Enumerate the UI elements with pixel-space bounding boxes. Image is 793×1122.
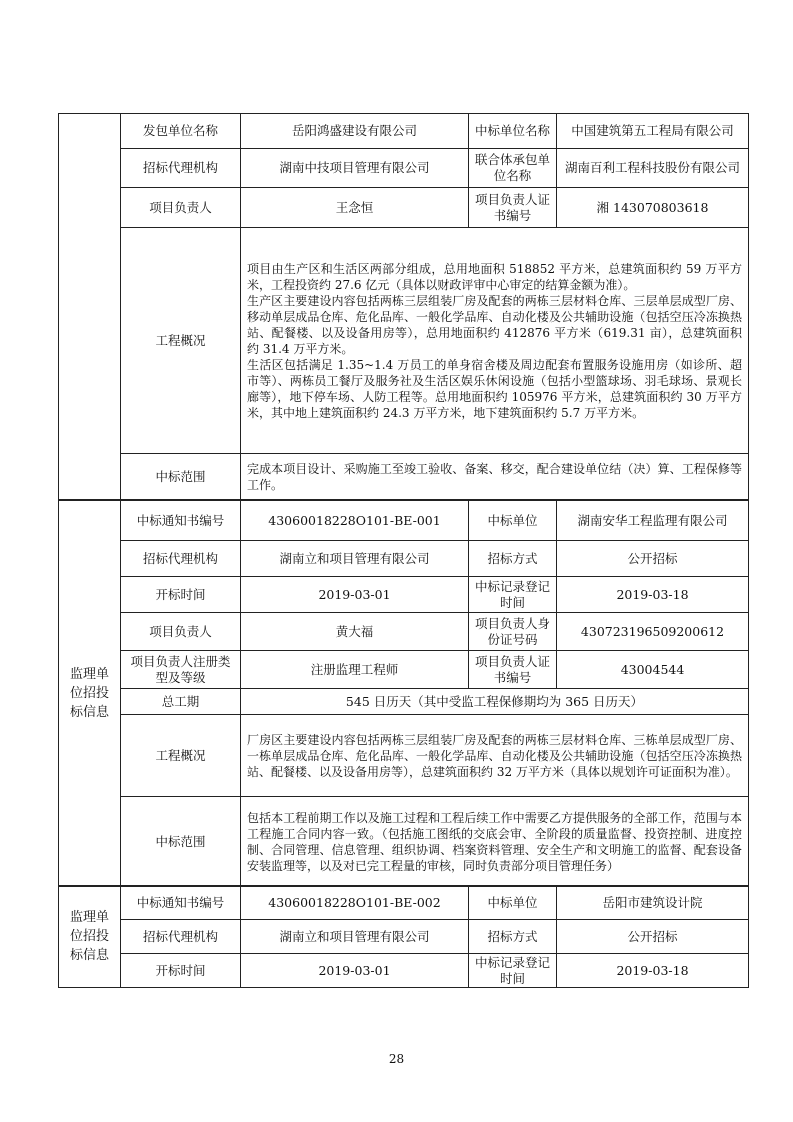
agency-label: 招标代理机构 — [121, 920, 241, 954]
overview-paragraph-2: 生产区主要建设内容包括两栋三层组装厂房及配套的两栋三层材料仓库、三层单层成型厂房、移动单层成品仓库、危化品库、一般化学品库、自动化楼及公共辅助设施（包括空压冷冻换热站、配餐楼、以及设备用房等），总用地面积约 412876 平方米（619.31 亩），总建筑面积约 31.4 万平方米。 — [247, 293, 742, 356]
winner-value: 中国建筑第五工程局有限公司 — [557, 114, 749, 149]
notice-value: 43060018228O101-BE-002 — [241, 886, 469, 920]
registration-label: 项目负责人注册类型及等级 — [121, 651, 241, 689]
method-label: 招标方式 — [469, 541, 557, 577]
scope-label: 中标范围 — [121, 454, 241, 500]
notice-label: 中标通知书编号 — [121, 886, 241, 920]
winner-value: 岳阳市建筑设计院 — [557, 886, 749, 920]
record-time-label: 中标记录登记时间 — [469, 577, 557, 613]
agency-value: 湖南中技项目管理有限公司 — [241, 149, 469, 188]
winner-value: 湖南安华工程监理有限公司 — [557, 501, 749, 541]
record-time-value: 2019-03-18 — [557, 954, 749, 988]
agency-label: 招标代理机构 — [121, 541, 241, 577]
method-label: 招标方式 — [469, 920, 557, 954]
open-time-label: 开标时间 — [121, 577, 241, 613]
overview-paragraph-1: 项目由生产区和生活区两部分组成，总用地面积 518852 平方米，总建筑面积约 59 万平方米，工程投资约 27.6 亿元（具体以财政评审中心审定的结算金额为准）。 — [247, 261, 742, 292]
duration-value: 545 日历天（其中受监工程保修期均为 365 日历天） — [241, 689, 749, 715]
page-number: 28 — [388, 1052, 405, 1066]
method-value: 公开招标 — [557, 541, 749, 577]
cert-value: 43004544 — [557, 651, 749, 689]
cert-label: 项目负责人证书编号 — [469, 188, 557, 228]
registration-value: 注册监理工程师 — [241, 651, 469, 689]
open-time-value: 2019-03-01 — [241, 577, 469, 613]
id-label: 项目负责人身份证号码 — [469, 613, 557, 651]
winner-label: 中标单位 — [469, 886, 557, 920]
manager-value: 黄大福 — [241, 613, 469, 651]
notice-value: 43060018228O101-BE-001 — [241, 501, 469, 541]
id-value: 430723196509200612 — [557, 613, 749, 651]
overview-label: 工程概况 — [121, 715, 241, 797]
employer-value: 岳阳鸿盛建设有限公司 — [241, 114, 469, 149]
open-time-value: 2019-03-01 — [241, 954, 469, 988]
section-title-blank — [59, 114, 121, 500]
winner-label: 中标单位 — [469, 501, 557, 541]
contractor-info-table — [58, 113, 749, 500]
notice-label: 中标通知书编号 — [121, 501, 241, 541]
supervision-bid-table-2 — [58, 885, 749, 988]
manager-label: 项目负责人 — [121, 613, 241, 651]
method-value: 公开招标 — [557, 920, 749, 954]
record-time-label: 中标记录登记时间 — [469, 954, 557, 988]
open-time-label: 开标时间 — [121, 954, 241, 988]
supervision-bid-table-1 — [58, 500, 749, 887]
winner-label: 中标单位名称 — [469, 114, 557, 149]
record-time-value: 2019-03-18 — [557, 577, 749, 613]
agency-label: 招标代理机构 — [121, 149, 241, 188]
agency-value: 湖南立和项目管理有限公司 — [241, 541, 469, 577]
scope-text: 完成本项目设计、采购施工至竣工验收、备案、移交，配合建设单位结（决）算、工程保修等工作。 — [241, 454, 749, 500]
employer-label: 发包单位名称 — [121, 114, 241, 149]
scope-label: 中标范围 — [121, 797, 241, 887]
scope-text: 包括本工程前期工作以及施工过程和工程后续工作中需要乙方提供服务的全部工作，范围与本工程施工合同内容一致。（包括施工图纸的交底会审、全阶段的质量监督、投资控制、进度控制、合同管理、信息管理、组织协调、档案资料管理、安全生产和文明施工的监督、配套设备安装监理等，以及对已完工程量的审核，同时负责部分项目管理任务） — [241, 797, 749, 887]
section-title: 监理单位招投标信息 — [59, 501, 121, 887]
overview-paragraph-3: 生活区包括满足 1.35~1.4 万员工的单身宿舍楼及周边配套布置服务设施用房（如诊所、超市等）、两栋员工餐厅及服务社及生活区娱乐休闲设施（包括小型篮球场、羽毛球场、景观长廊等），地下停车场、人防工程等。总用地面积约 105976 平方米，总建筑面积约 30 万平方米，其中地上建筑面积约 24.3 万平方米，地下建筑面积约 5.7 万平方米。 — [247, 357, 742, 420]
cert-label: 项目负责人证书编号 — [469, 651, 557, 689]
consortium-label: 联合体承包单位名称 — [469, 149, 557, 188]
manager-value: 王念恒 — [241, 188, 469, 228]
manager-label: 项目负责人 — [121, 188, 241, 228]
agency-value: 湖南立和项目管理有限公司 — [241, 920, 469, 954]
overview-label: 工程概况 — [121, 228, 241, 454]
consortium-value: 湖南百利工程科技股份有限公司 — [557, 149, 749, 188]
section-title: 监理单位招投标信息 — [59, 886, 121, 988]
overview-text — [241, 228, 749, 454]
cert-value: 湘 143070803618 — [557, 188, 749, 228]
duration-label: 总工期 — [121, 689, 241, 715]
overview-text: 厂房区主要建设内容包括两栋三层组装厂房及配套的两栋三层材料仓库、三栋单层成型厂房、一栋单层成品仓库、危化品库、一般化学品库、自动化楼及公共辅助设施（包括空压冷冻换热站、配餐楼、以及设备用房等），总建筑面积约 32 万平方米（具体以规划许可证面积为准）。 — [241, 715, 749, 797]
